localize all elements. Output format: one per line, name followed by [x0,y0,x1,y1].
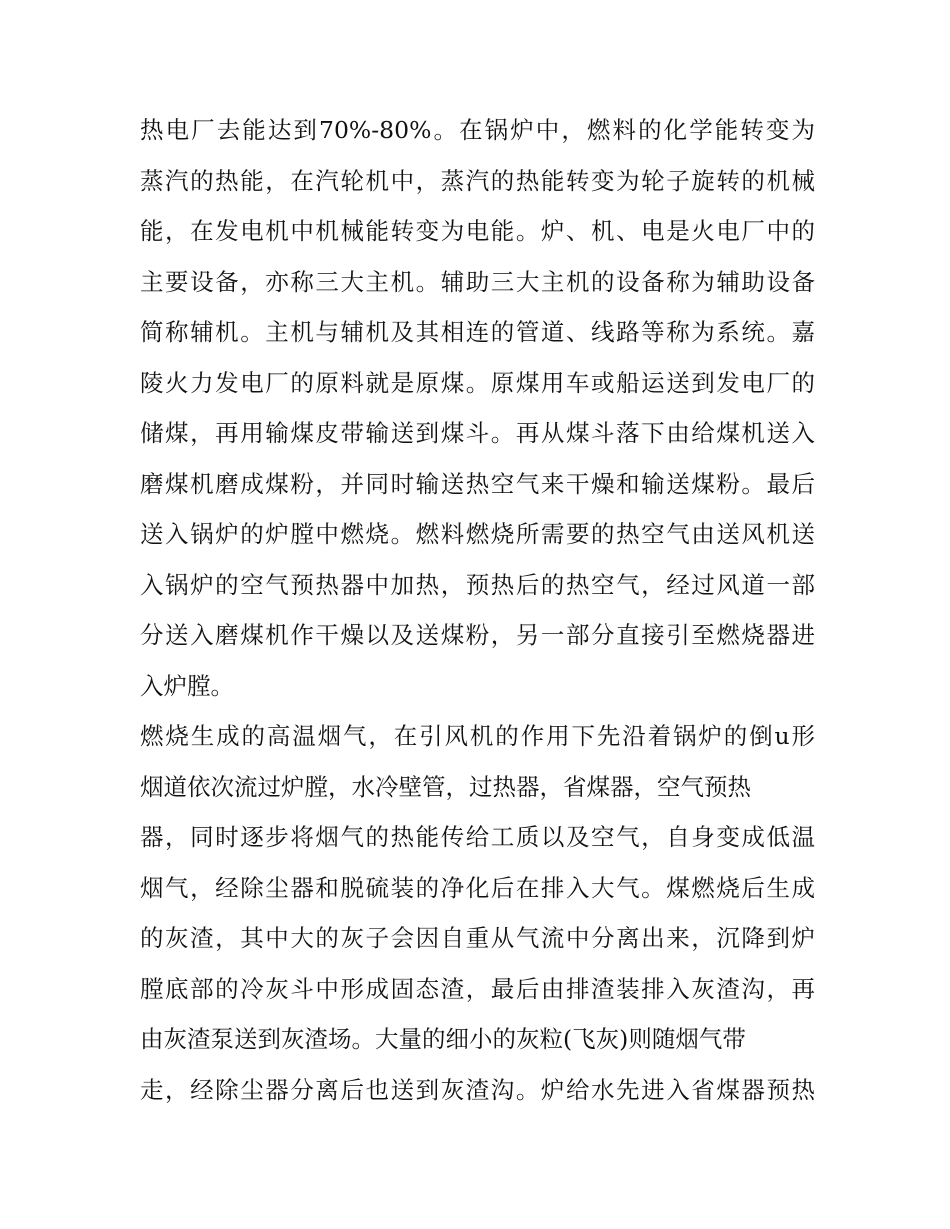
text-line: 走，经除尘器分离后也送到灰渣沟。炉给水先进入省煤器预热 [140,1076,815,1104]
text-line: 简称辅机。主机与辅机及其相连的管道、线路等称为系统。嘉 [140,318,815,346]
text-line: 入锅炉的空气预热器中加热，预热后的热空气，经过风道一部 [140,571,815,599]
text-line: 由灰渣泵送到灰渣场。大量的细小的灰粒(飞灰)则随烟气带 [140,1025,746,1053]
text-line: 的灰渣，其中大的灰子会因自重从气流中分离出来，沉降到炉 [140,924,815,952]
text-line: 膛底部的冷灰斗中形成固态渣，最后由排渣装排入灰渣沟，再 [140,975,815,1003]
text-line: 蒸汽的热能，在汽轮机中，蒸汽的热能转变为轮子旋转的机械 [140,167,815,195]
text-line: 主要设备，亦称三大主机。辅助三大主机的设备称为辅助设备 [140,268,815,296]
text-line: 能，在发电机中机械能转变为电能。炉、机、电是火电厂中的 [140,217,815,245]
text-line: 分送入磨煤机作干燥以及送煤粉，另一部分直接引至燃烧器进 [140,621,815,649]
text-line: 热电厂去能达到70%-80%。在锅炉中，燃料的化学能转变为 [140,116,815,144]
text-line: 陵火力发电厂的原料就是原煤。原煤用车或船运送到发电厂的 [140,369,815,397]
text-line: 烟道依次流过炉膛，水冷壁管，过热器，省煤器，空气预热 [140,773,751,801]
text-line: 燃烧生成的高温烟气，在引风机的作用下先沿着锅炉的倒u形 [140,722,815,750]
text-line: 入炉膛。 [140,672,234,700]
text-line: 储煤，再用输煤皮带输送到煤斗。再从煤斗落下由给煤机送入 [140,419,815,447]
text-line: 磨煤机磨成煤粉，并同时输送热空气来干燥和输送煤粉。最后 [140,470,815,498]
text-line: 器，同时逐步将烟气的热能传给工质以及空气，自身变成低温 [140,823,815,851]
text-line: 烟气，经除尘器和脱硫装的净化后在排入大气。煤燃烧后生成 [140,874,815,902]
text-line: 送入锅炉的炉膛中燃烧。燃料燃烧所需要的热空气由送风机送 [140,520,815,548]
